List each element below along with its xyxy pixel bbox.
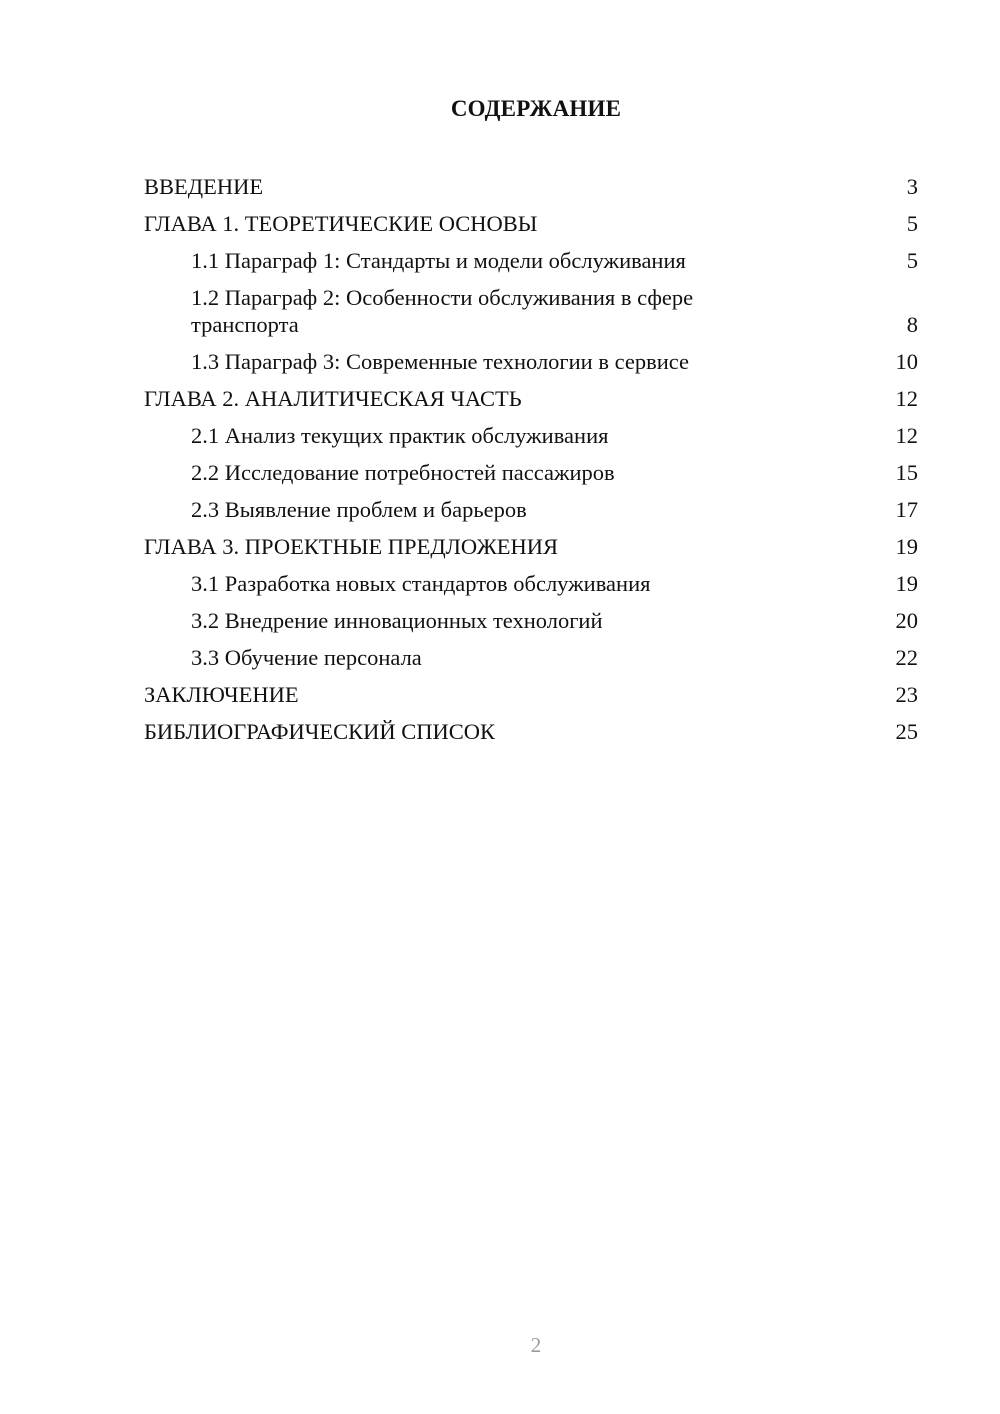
toc-entry-section-2-3[interactable] bbox=[144, 491, 918, 528]
toc-entry-page: 15 bbox=[895, 460, 918, 485]
toc-entry-bibliography[interactable] bbox=[144, 713, 918, 750]
toc-entry-page: 19 bbox=[895, 534, 918, 559]
toc-entry-section-1-3[interactable] bbox=[144, 343, 918, 380]
toc-entry-title: 3.1 Разработка новых стандартов обслуживания bbox=[191, 571, 651, 596]
toc-entry-title: 1.3 Параграф 3: Современные технологии в сервисе bbox=[191, 349, 690, 374]
table-of-contents bbox=[144, 168, 918, 750]
toc-entry-title: ВВЕДЕНИЕ bbox=[144, 174, 264, 199]
toc-entry-section-3-1[interactable] bbox=[144, 565, 918, 602]
toc-entry-page: 25 bbox=[895, 719, 918, 744]
toc-entry-title: ГЛАВА 2. АНАЛИТИЧЕСКАЯ ЧАСТЬ bbox=[144, 386, 522, 411]
toc-entry-page: 8 bbox=[906, 312, 918, 337]
page-title: СОДЕРЖАНИЕ bbox=[450, 96, 622, 121]
toc-entry-title: 2.3 Выявление проблем и барьеров bbox=[191, 497, 527, 522]
toc-entry-section-2-1[interactable] bbox=[144, 417, 918, 454]
toc-entry-title: 3.2 Внедрение инновационных технологий bbox=[191, 608, 603, 633]
toc-entry-page: 5 bbox=[906, 211, 918, 236]
toc-entry-section-2-2[interactable] bbox=[144, 454, 918, 491]
toc-entry-page: 19 bbox=[895, 571, 918, 596]
toc-entry-title: ГЛАВА 1. ТЕОРЕТИЧЕСКИЕ ОСНОВЫ bbox=[144, 211, 538, 236]
toc-entry-page: 12 bbox=[895, 386, 918, 411]
toc-entry-section-1-2[interactable] bbox=[144, 279, 918, 343]
toc-entry-title: ЗАКЛЮЧЕНИЕ bbox=[144, 682, 299, 707]
toc-entry-page: 5 bbox=[906, 248, 918, 273]
toc-entry-page: 22 bbox=[895, 645, 918, 670]
toc-entry-title: 1.1 Параграф 1: Стандарты и модели обслуживания bbox=[191, 248, 686, 273]
page-number: 2 bbox=[530, 1333, 542, 1357]
toc-entry-page: 20 bbox=[895, 608, 918, 633]
toc-entry-section-1-1[interactable] bbox=[144, 242, 918, 279]
toc-entry-chapter-3[interactable] bbox=[144, 528, 918, 565]
toc-entry-title: БИБЛИОГРАФИЧЕСКИЙ СПИСОК bbox=[144, 719, 496, 744]
toc-entry-section-3-3[interactable] bbox=[144, 639, 918, 676]
toc-entry-page: 12 bbox=[895, 423, 918, 448]
toc-entry-conclusion[interactable] bbox=[144, 676, 918, 713]
toc-entry-page: 23 bbox=[895, 682, 918, 707]
toc-entry-page: 3 bbox=[906, 174, 918, 199]
toc-entry-chapter-1[interactable] bbox=[144, 205, 918, 242]
toc-entry-title: 2.2 Исследование потребностей пассажиров bbox=[191, 460, 615, 485]
toc-entry-chapter-2[interactable] bbox=[144, 380, 918, 417]
toc-entry-title: 3.3 Обучение персонала bbox=[191, 645, 422, 670]
toc-entry-title: 1.2 Параграф 2: Особенности обслуживания в сфере транспорта bbox=[191, 285, 694, 337]
toc-entry-title: 2.1 Анализ текущих практик обслуживания bbox=[191, 423, 609, 448]
toc-entry-page: 10 bbox=[895, 349, 918, 374]
toc-entry-page: 17 bbox=[895, 497, 918, 522]
toc-entry-introduction[interactable] bbox=[144, 168, 918, 205]
toc-entry-title: ГЛАВА 3. ПРОЕКТНЫЕ ПРЕДЛОЖЕНИЯ bbox=[144, 534, 559, 559]
toc-entry-section-3-2[interactable] bbox=[144, 602, 918, 639]
